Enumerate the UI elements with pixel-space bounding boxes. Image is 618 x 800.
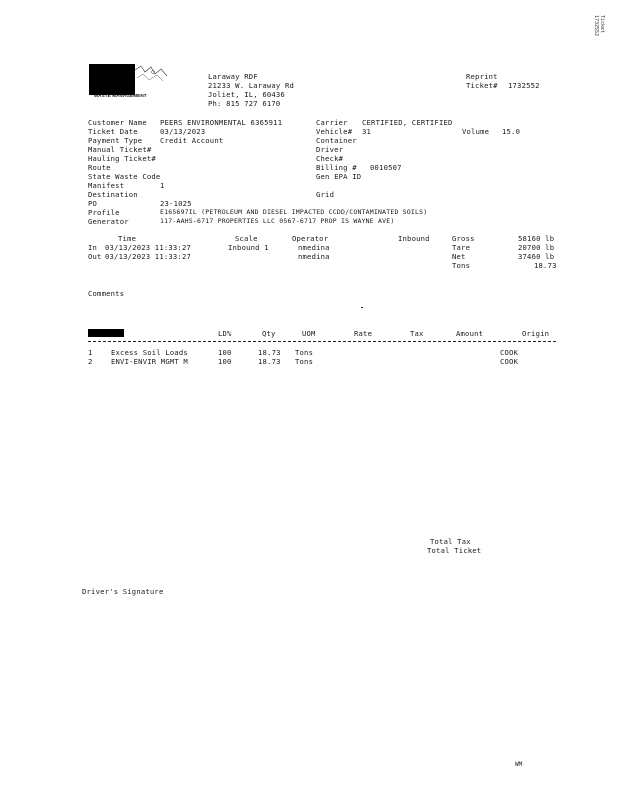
generator-label: Generator	[88, 217, 129, 226]
weigh-row-in-dir: In	[88, 243, 98, 252]
comments-label: Comments	[88, 289, 125, 298]
product-row-1-qty: 18.73	[258, 348, 281, 357]
origin-header: Origin	[522, 329, 550, 338]
carrier-value: CERTIFIED, CERTIFIED	[362, 118, 453, 127]
gross-value: 58160 lb	[518, 234, 555, 243]
site-address-line2: Joliet, IL, 60436	[208, 90, 285, 99]
driver-signature-label: Driver's Signature	[82, 587, 164, 596]
billing-label: Billing #	[316, 163, 357, 172]
speck-mark	[361, 307, 363, 308]
profile-value: E165697IL (PETROLEUM AND DIESEL IMPACTED CCDD/CONTAMINATED SOILS)	[160, 208, 428, 216]
tons-value: 18.73	[534, 261, 557, 270]
net-value: 37460 lb	[518, 252, 555, 261]
product-row-2-desc: ENVI-ENVIR MGMT M	[111, 357, 188, 366]
site-name: Laraway RDF	[208, 72, 258, 81]
site-address-line1: 21233 W. Laraway Rd	[208, 81, 295, 90]
vehicle-value: 31	[362, 127, 372, 136]
weigh-time-header: Time	[118, 234, 137, 243]
check-label: Check#	[316, 154, 344, 163]
weigh-inbound-header: Inbound	[398, 234, 430, 243]
volume-value: 15.0	[502, 127, 521, 136]
weigh-row-out-operator: nmedina	[298, 252, 330, 261]
payment-type-label: Payment Type	[88, 136, 143, 145]
customer-name-label: Customer Name	[88, 118, 147, 127]
footer-stamp: WM	[515, 761, 523, 768]
tare-label: Tare	[452, 243, 471, 252]
manual-ticket-label: Manual Ticket#	[88, 145, 152, 154]
company-logo-graphic	[133, 64, 169, 84]
redacted-header-block	[88, 329, 124, 337]
margin-vertical-text: Ticket 1732552	[593, 15, 605, 37]
product-row-1-origin: COOK	[500, 348, 519, 357]
billing-value: 0010507	[370, 163, 402, 172]
product-row-1-num: 1	[88, 348, 93, 357]
product-row-1-ld: 100	[218, 348, 232, 357]
container-label: Container	[316, 136, 357, 145]
gross-label: Gross	[452, 234, 475, 243]
manifest-label: Manifest	[88, 181, 125, 190]
logo-caption: WASTE MANAGEMENT	[94, 93, 147, 98]
product-row-2-qty: 18.73	[258, 357, 281, 366]
carrier-label: Carrier	[316, 118, 348, 127]
po-label: PO	[88, 199, 98, 208]
gen-epa-id-label: Gen EPA ID	[316, 172, 362, 181]
product-row-1-desc: Excess Soil Loads	[111, 348, 188, 357]
company-logo-block	[89, 64, 135, 95]
manifest-value: 1	[160, 181, 165, 190]
driver-label: Driver	[316, 145, 344, 154]
hauling-ticket-label: Hauling Ticket#	[88, 154, 156, 163]
tons-label: Tons	[452, 261, 471, 270]
volume-label: Volume	[462, 127, 490, 136]
weigh-row-in-scale: Inbound 1	[228, 243, 269, 252]
weigh-row-in-operator: nmedina	[298, 243, 330, 252]
vehicle-label: Vehicle#	[316, 127, 353, 136]
state-waste-code-label: State Waste Code	[88, 172, 161, 181]
weigh-row-out-time: 03/13/2023 11:33:27	[105, 252, 192, 261]
generator-value: 117-AAHS-6717 PROPERTIES LLC 0567-6717 PROP IS WAYNE AVE)	[160, 217, 395, 225]
amount-header: Amount	[456, 329, 484, 338]
profile-label: Profile	[88, 208, 120, 217]
ticket-date-value: 03/13/2023	[160, 127, 206, 136]
weigh-scale-header: Scale	[235, 234, 258, 243]
uom-header: UOM	[302, 329, 316, 338]
total-tax-label: Total Tax	[430, 537, 471, 546]
weigh-operator-header: Operator	[292, 234, 329, 243]
destination-label: Destination	[88, 190, 138, 199]
qty-header: Qty	[262, 329, 276, 338]
product-row-1-uom: Tons	[295, 348, 314, 357]
ticket-label: Ticket#	[466, 81, 498, 90]
tare-value: 20700 lb	[518, 243, 555, 252]
weigh-row-in-time: 03/13/2023 11:33:27	[105, 243, 192, 252]
reprint-label: Reprint	[466, 72, 498, 81]
product-row-2-ld: 100	[218, 357, 232, 366]
route-label: Route	[88, 163, 111, 172]
table-divider	[88, 341, 556, 342]
tax-header: Tax	[410, 329, 424, 338]
ticket-date-label: Ticket Date	[88, 127, 138, 136]
product-row-2-num: 2	[88, 357, 93, 366]
product-row-2-uom: Tons	[295, 357, 314, 366]
weigh-row-out-dir: Out	[88, 252, 102, 261]
ld-header: LD%	[218, 329, 232, 338]
product-row-2-origin: COOK	[500, 357, 519, 366]
net-label: Net	[452, 252, 466, 261]
payment-type-value: Credit Account	[160, 136, 224, 145]
rate-header: Rate	[354, 329, 373, 338]
grid-label: Grid	[316, 190, 335, 199]
po-value: 23-1025	[160, 199, 192, 208]
total-ticket-label: Total Ticket	[427, 546, 482, 555]
site-phone: Ph: 815 727 6170	[208, 99, 281, 108]
ticket-number: 1732552	[508, 81, 540, 90]
customer-name-value: PEERS ENVIRONMENTAL 6365911	[160, 118, 283, 127]
